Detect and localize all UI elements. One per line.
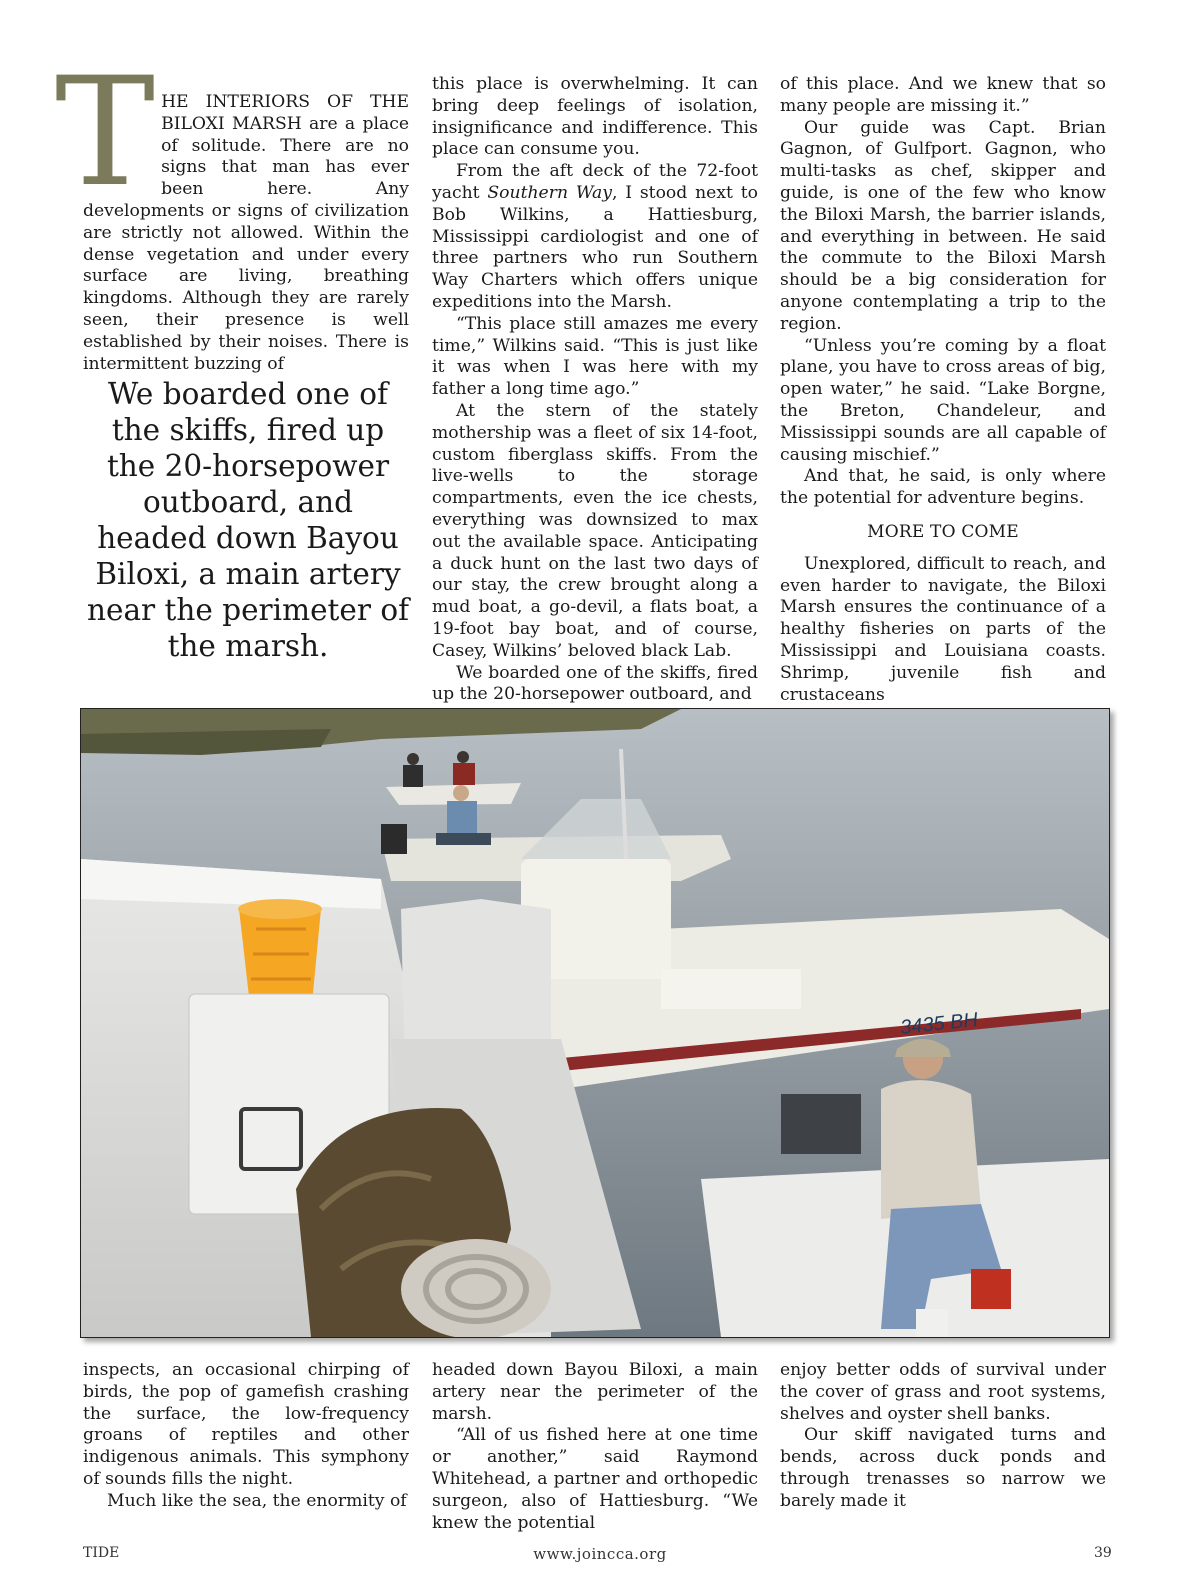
paragraph: Much like the sea, the enormity of: [107, 1490, 407, 1511]
paragraph: Our guide was Capt. Brian Gagnon, of Gulfport. Gagnon, who multi-tasks as chef, skipper and guide, is one of the few who know the Biloxi Marsh, the barrier islands, and everything in between. He said the commute to the Biloxi Marsh should be a big consideration for anyone contemplating a trip to the region.: [780, 117, 1106, 334]
rope-coil: [401, 1239, 551, 1337]
paragraph: We boarded one of the skiffs, fired up the 20-horsepower outboard, and: [432, 662, 758, 705]
pull-quote: We boarded one of the skiffs, fired up the 20-horsepower outboard, and headed down Bayou Biloxi, a main artery near the perimeter of the marsh.: [87, 377, 409, 663]
paragraph: of this place. And we knew that so many people are missing it.”: [780, 74, 1106, 116]
paragraph: Unexplored, difficult to reach, and even harder to navigate, the Biloxi Marsh ensures the continuance of a healthy fisheries on parts of the Mississippi and Louisiana coasts. Shrimp, juvenile fish and crustaceans: [780, 553, 1106, 705]
paragraph: headed down Bayou Biloxi, a main artery near the perimeter of the marsh.: [432, 1360, 758, 1424]
drop-cap: T: [55, 46, 156, 220]
article-column-2-bottom: [432, 1360, 758, 1534]
paragraph: Our skiff navigated turns and bends, across duck ponds and through trenasses so narrow we barely made it: [780, 1425, 1106, 1511]
paragraph: “This place still amazes me every time,” Wilkins said. “This is just like it was when I was here with my father a long time ago.”: [432, 313, 758, 400]
paragraph: [432, 161, 758, 314]
article-column-1-top: [55, 46, 409, 375]
paragraph: “Unless you’re coming by a float plane, you have to cross areas of big, open water,” he said. “Lake Borgne, the Breton, Chandeleur, and Mississippi sounds are all capable of causing mischief.”: [780, 335, 1106, 465]
hull-number: 3435 BH: [899, 1008, 979, 1039]
footer-publication-name: TIDE: [83, 1545, 120, 1561]
paragraph: enjoy better odds of survival under the cover of grass and root systems, shelves and oyster shell banks.: [780, 1360, 1106, 1424]
footer-website-link[interactable]: www.joincca.org: [533, 1545, 667, 1563]
article-column-3-bottom: [780, 1360, 1106, 1513]
article-column-1-bottom: [83, 1360, 409, 1513]
article-lead-paragraph: HE INTERIORS OF THE BILOXI MARSH are a place of solitude. There are no signs that man has ever been here. Any developments or signs of civilization are strictly not allowed. Within the dense vegetation and under every surface are living, breathing kingdoms. Although they are rarely seen, their presence is well established by their noises. There is intermittent buzzing of: [83, 92, 409, 374]
yacht-name: Southern Way: [487, 182, 612, 203]
article-column-2-top: [432, 74, 758, 706]
paragraph: this place is overwhelming. It can bring deep feelings of isolation, insignificance and indifference. This place can consume you.: [432, 74, 758, 160]
section-subhead: MORE TO COME: [867, 521, 1019, 542]
paragraph: And that, he said, is only where the potential for adventure begins.: [780, 466, 1106, 509]
text-run: , I stood next to Bob Wilkins, a Hattiesburg, Mississippi cardiologist and one of three partners who run Southern Way Charters which offers unique expeditions into the Marsh.: [432, 182, 759, 312]
page-number: 39: [1094, 1545, 1112, 1561]
article-photo: [80, 708, 1110, 1338]
paragraph: “All of us fished here at one time or another,” said Raymond Whitehead, a partner and orthopedic surgeon, also of Hattiesburg. “We knew the potential: [432, 1425, 758, 1533]
text-run: From the aft deck of the 72-foot yacht: [432, 161, 758, 203]
article-column-3-top: [780, 74, 1106, 706]
paragraph: inspects, an occasional chirping of birds, the pop of gamefish crashing the surface, the low-frequency groans of reptiles and other indigenous animals. This symphony of sounds fills the night.: [83, 1360, 409, 1489]
paragraph: At the stern of the stately mothership was a fleet of six 14-foot, custom fiberglass skiffs. From the live-wells to the storage compartments, even the ice chests, everything was downsized to max out the available space. Anticipating a duck hunt on the last two days of our stay, the crew brought along a mud boat, a go-devil, a flats boat, a 19-foot bay boat, and of course, Casey, Wilkins’ beloved black Lab.: [432, 400, 758, 661]
